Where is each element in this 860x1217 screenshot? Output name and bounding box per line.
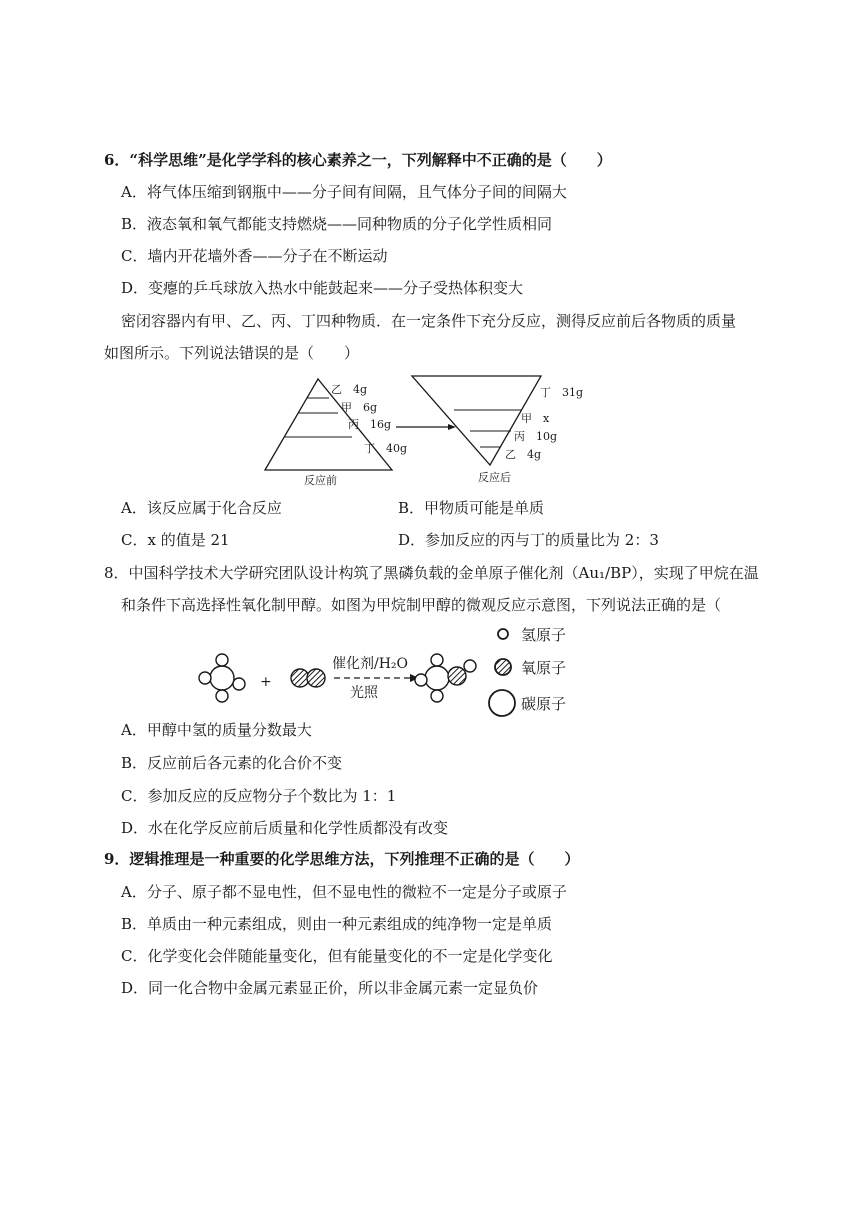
after-label-ding: 丁 31g [540, 386, 584, 399]
before-caption: 反应前 [304, 474, 337, 487]
q9-option-c: C．化学变化会伴随能量变化，但有能量变化的不一定是化学变化 [121, 947, 553, 965]
legend-hydrogen: 氢原子 [521, 626, 567, 644]
q7-option-b: B．甲物质可能是单质 [398, 499, 545, 517]
q7-option-c: C．x 的值是 21 [121, 531, 230, 549]
methane-molecule [199, 654, 245, 702]
q9-stem: 9．逻辑推理是一种重要的化学思维方法，下列推理不正确的是（ ） [104, 850, 580, 868]
before-label-ding: 丁 40g [364, 442, 408, 455]
after-label-yi: 乙 4g [505, 448, 542, 461]
oxygen-legend-icon [495, 659, 511, 675]
q7-option-d: D．参加反应的丙与丁的质量比为 2：3 [398, 531, 659, 549]
oxygen-molecule [291, 669, 325, 687]
q7-stem-line1: 密闭容器内有甲、乙、丙、丁四种物质．在一定条件下充分反应，测得反应前后各物质的质量 [121, 312, 737, 330]
q6-option-a: A．将气体压缩到钢瓶中——分子间有间隔，且气体分子间的间隔大 [121, 183, 567, 201]
before-label-jia: 甲 6g [341, 401, 378, 414]
condition-bottom: 光照 [350, 685, 378, 701]
legend-oxygen: 氧原子 [521, 659, 567, 677]
q8-option-d: D．水在化学反应前后质量和化学性质都没有改变 [121, 819, 449, 837]
pyramid-before [265, 379, 407, 487]
q6-option-c: C．墙内开花墙外香——分子在不断运动 [121, 247, 388, 265]
hydrogen-legend-icon [498, 629, 508, 639]
q8-stem-line1: 8．中国科学技术大学研究团队设计构筑了黑磷负载的金单原子催化剂（Au₁/BP），实现了甲烷在温 [104, 564, 759, 582]
q7-option-a: A．该反应属于化合反应 [121, 499, 282, 517]
q6-option-d: D．变瘪的乒乓球放入热水中能鼓起来——分子受热体积变大 [121, 279, 524, 297]
after-label-jia: 甲 x [521, 412, 550, 425]
condition-top: 催化剂/H₂O [332, 656, 409, 672]
plus-sign: + [260, 674, 272, 690]
atom-legend [489, 626, 566, 716]
before-label-yi: 乙 4g [331, 383, 368, 396]
q8-option-c: C．参加反应的反应物分子个数比为 1：1 [121, 787, 397, 805]
q9-option-d: D．同一化合物中金属元素显正价，所以非金属元素一定显负价 [121, 979, 539, 997]
q8-stem-line2: 和条件下高选择性氧化制甲醇。如图为甲烷制甲醇的微观反应示意图，下列说法正确的是（ [121, 596, 722, 614]
legend-carbon: 碳原子 [521, 695, 567, 713]
q6-stem: 6．“科学思维”是化学学科的核心素养之一，下列解释中不正确的是（ ） [104, 151, 612, 169]
methanol-molecule [415, 654, 476, 702]
q8-option-a: A．甲醇中氢的质量分数最大 [121, 721, 312, 739]
q7-stem-line2: 如图所示。下列说法错误的是（ ） [104, 344, 360, 362]
pyramid-after [412, 376, 583, 484]
q6-option-b: B．液态氧和氧气都能支持燃烧——同种物质的分子化学性质相同 [121, 215, 553, 233]
carbon-legend-icon [489, 690, 515, 716]
q9-option-b: B．单质由一种元素组成，则由一种元素组成的纯净物一定是单质 [121, 915, 553, 933]
after-caption: 反应后 [478, 471, 511, 484]
after-label-bing: 丙 10g [514, 430, 558, 443]
before-label-bing: 丙 16g [348, 418, 392, 431]
q9-option-a: A．分子、原子都不显电性，但不显电性的微粒不一定是分子或原子 [121, 883, 567, 901]
q8-option-b: B．反应前后各元素的化合价不变 [121, 754, 343, 772]
reaction-arrow [396, 424, 456, 430]
